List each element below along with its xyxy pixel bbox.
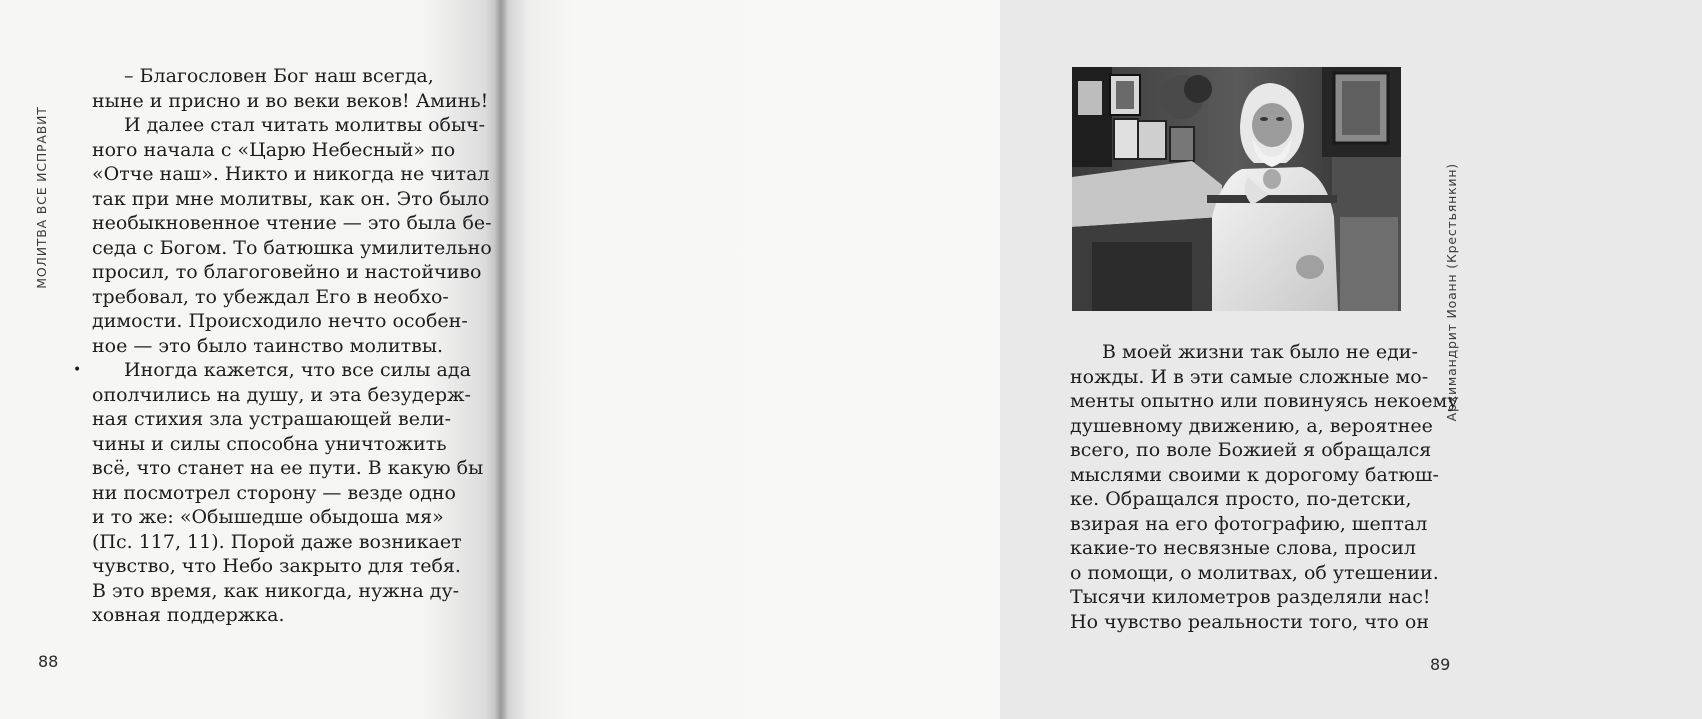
book-gutter bbox=[494, 0, 508, 719]
text-line: И далее стал читать молитвы обыч- bbox=[124, 114, 486, 136]
text-line: требовал, то убеждал Его в необхо- bbox=[92, 285, 449, 308]
photo-of-elder bbox=[1072, 67, 1401, 311]
text-line: ного начала с «Царю Небесный» по bbox=[92, 138, 456, 161]
bullet-marker: • bbox=[73, 362, 82, 378]
left-page: МОЛИТВА ВСЕ ИСПРАВИТ – Благословен Бог наш всегда, ныне и присно и во веки веков! Аминь! И далее стал читать молитвы обыч- ного начала с «Царю Небесный» по «Отче наш». Никто и никогда не читал так при мне молитвы, как он. Это было необыкновенное чтение — это была бе- седа с Богом. То батюшка умилительно просил, то благоговейно и настойчиво требовал, то убеждал Его в необхо- димости. Происходило нечто особен- ное — это было таинство молитвы. • Иногда кажется, что все силы ада ополчились на душу, и эта безудерж- ная стихия зла устрашающей вели- чины и силы способна уничтожить всё, что станет на ее пути. В какую бы ни посмотрел сторону — везде одно и то же: «Обышедше обыдоша мя» (Пс. 117, 11). Порой даже возникает чувство, что Небо закрыто для тебя. В это время, как никогда, нужна ду- ховная поддержка. 88 bbox=[0, 0, 500, 719]
text-line: Иногда кажется, что все силы ада bbox=[124, 359, 471, 381]
text-line: (Пс. 117, 11). Порой даже возникает bbox=[92, 530, 462, 553]
text-line: взирая на его фотографию, шептал bbox=[1070, 512, 1428, 535]
text-line: ное — это было таинство молитвы. bbox=[92, 334, 443, 357]
text-line: Но чувство реальности того, что он bbox=[1070, 610, 1429, 633]
text-line: о помощи, о молитвах, об утешении. bbox=[1070, 561, 1439, 584]
text-line: просил, то благоговейно и настойчиво bbox=[92, 261, 482, 283]
text-line: ныне и присно и во веки веков! Аминь! bbox=[92, 89, 489, 112]
text-line: ни посмотрел сторону — везде одно bbox=[92, 481, 456, 504]
text-line: ополчились на душу, и эта безудерж- bbox=[92, 383, 471, 406]
right-page: Архимандрит Иоанн (Крестьянкин) В моей жизни так было не еди- ножды. И в эти самые сложные мо- менты опытно или повинуясь некоему душевному движению, а, вероятнее всего, по воле Божией я обращался мыслями своими к дорогому батюш- ке. Обращался просто, по-детски, взирая на его фотографию, шептал какие-то несвязные слова, просил о помощи, о молитвах, об утешении. Тысячи километров разделяли нас! Но чувство реальности того, что он 89 bbox=[500, 0, 1000, 719]
text-line: В моей жизни так было не еди- bbox=[1102, 341, 1418, 363]
text-line: – Благословен Бог наш всегда, bbox=[124, 65, 434, 87]
text-line: «Отче наш». Никто и никогда не читал bbox=[92, 163, 490, 185]
text-line: димости. Происходило нечто особен- bbox=[92, 310, 468, 332]
text-line: чувство, что Небо закрыто для тебя. bbox=[92, 555, 461, 577]
text-line: душевному движению, а, вероятнее bbox=[1070, 414, 1433, 437]
text-line: седа с Богом. То батюшка умилительно bbox=[92, 236, 492, 259]
text-line: ке. Обращался просто, по-детски, bbox=[1070, 488, 1412, 510]
text-line: менты опытно или повинуясь некоему bbox=[1070, 390, 1459, 412]
text-line: и то же: «Обышедше обыдоша мя» bbox=[92, 506, 444, 528]
text-line: В это время, как никогда, нужна ду- bbox=[92, 579, 460, 602]
text-line: чины и силы способна уничтожить bbox=[92, 432, 447, 455]
text-line: так при мне молитвы, как он. Это было bbox=[92, 187, 490, 210]
text-line: необыкновенное чтение — это была бе- bbox=[92, 212, 492, 234]
text-line: мыслями своими к дорогому батюш- bbox=[1070, 463, 1439, 486]
left-page-number: 88 bbox=[38, 652, 59, 671]
text-line: какие-то несвязные слова, просил bbox=[1070, 537, 1416, 559]
text-line: ная стихия зла устрашающей вели- bbox=[92, 408, 452, 430]
text-line: ножды. И в эти самые сложные мо- bbox=[1070, 365, 1429, 388]
text-line: всё, что станет на ее пути. В какую бы bbox=[92, 457, 484, 479]
text-line: всего, по воле Божией я обращался bbox=[1070, 439, 1432, 461]
left-paragraph-1 bbox=[92, 64, 492, 358]
left-paragraph-2 bbox=[73, 358, 484, 628]
text-line: Тысячи километров разделяли нас! bbox=[1070, 586, 1431, 608]
text-line: ховная поддержка. bbox=[92, 604, 285, 626]
right-page-number: 89 bbox=[1430, 655, 1451, 674]
